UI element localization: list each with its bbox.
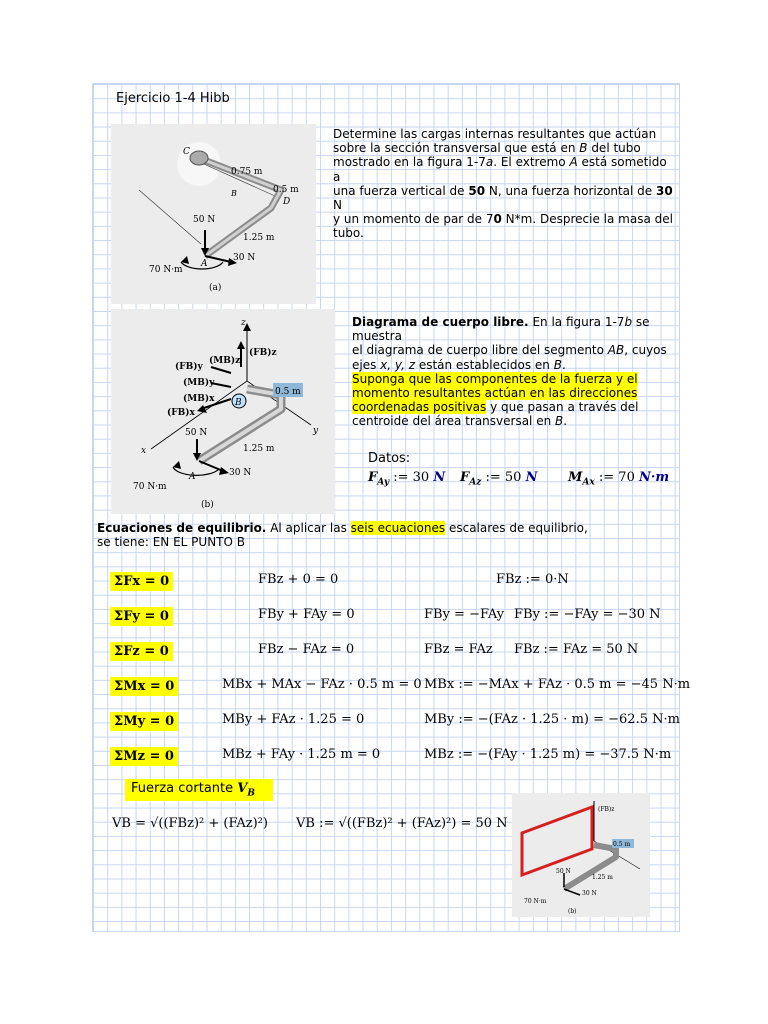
row-label-fz: ΣFz = 0 xyxy=(110,640,173,659)
problem-line: tubo. xyxy=(333,226,364,241)
intro-line: se tiene: EN EL PUNTO B xyxy=(97,535,245,550)
small-caption: (b) xyxy=(568,908,577,915)
row-mid-fz: FBz = FAz xyxy=(424,642,493,657)
label-mby: (MB)y xyxy=(183,378,215,388)
label-075: 0.75 m xyxy=(231,167,263,177)
label-05-b: 0.5 m xyxy=(275,387,301,397)
figure-b xyxy=(111,309,335,514)
small-label-fbz: (FB)z xyxy=(598,806,615,813)
datos-label: Datos: xyxy=(368,451,411,466)
problem-statement xyxy=(333,127,673,241)
fbd-text xyxy=(352,315,676,429)
free-body-diagram-b xyxy=(111,309,335,514)
row-label-mx: ΣMx = 0 xyxy=(110,675,178,694)
axis-z: z xyxy=(241,318,246,328)
fbd-line: coordenadas positivas y que pasan a través del xyxy=(352,400,639,415)
row-eq-mx: MBx + MAx − FAz · 0.5 m = 0 xyxy=(222,677,422,692)
label-c: C xyxy=(183,147,190,157)
row-eq-mz: MBz + FAy · 1.25 m = 0 xyxy=(222,747,381,762)
small-label-30n: 30 N xyxy=(582,890,597,897)
row-label-fy: ΣFy = 0 xyxy=(110,605,173,624)
row-label-my: ΣMy = 0 xyxy=(110,710,178,729)
fbd-line: Diagrama de cuerpo libre. En la figura 1-7b se muestra xyxy=(352,315,650,344)
label-a-a: A xyxy=(201,259,208,269)
small-label-50n: 50 N xyxy=(556,868,571,875)
pipe-diagram-a xyxy=(111,124,316,304)
label-d: D xyxy=(283,197,291,207)
shear-force-label: Fuerza cortante $V_B$ xyxy=(125,779,273,801)
axis-x: x xyxy=(141,446,147,456)
fbd-line: momento resultantes actúan en las direcciones xyxy=(352,386,638,401)
problem-line: y un momento de par de 70 N*m. Desprecie la masa del xyxy=(333,212,673,227)
shear-eq-1: VB = √((FBz)² + (FAz)²) xyxy=(112,816,268,831)
label-30n-a: 30 N xyxy=(233,253,256,263)
worksheet-title: Ejercicio 1-4 Hibb xyxy=(116,91,230,106)
label-50n-a: 50 N xyxy=(193,215,216,225)
label-mbz: (MB)z xyxy=(209,356,241,366)
figure-a xyxy=(111,124,316,304)
row-result-fy: FBy := −FAy = −30 N xyxy=(514,607,661,622)
problem-line: una fuerza vertical de 50 N, una fuerza horizontal de 30 N xyxy=(333,183,673,213)
problem-line: mostrado en la figura 1-7a. El extremo A está sometido a xyxy=(333,155,667,184)
fbd-line: ejes x, y, z están establecidos en B. xyxy=(352,357,566,372)
label-125-a: 1.25 m xyxy=(243,233,275,243)
fbd-line: el diagrama de cuerpo libre del segmento AB, cuyos xyxy=(352,343,667,358)
label-70nm-a: 70 N·m xyxy=(149,265,183,275)
row-result-fz: FBz := FAz = 50 N xyxy=(514,642,639,657)
label-fbx: (FB)x xyxy=(167,408,195,418)
figure-b-small xyxy=(512,793,650,917)
problem-line: Determine las cargas internas resultantes que actúan xyxy=(333,127,657,141)
row-eq-fy: FBy + FAy = 0 xyxy=(258,607,355,622)
row-result-fx: FBz := 0·N xyxy=(496,572,569,587)
row-eq-fx: FBz + 0 = 0 xyxy=(258,572,339,587)
label-70nm-b: 70 N·m xyxy=(133,482,167,492)
row-label-mz: ΣMz = 0 xyxy=(110,745,178,764)
dato-fay: $F_{Ay}$ := 30 N xyxy=(368,470,446,488)
fbd-line: Suponga que las componentes de la fuerza y el xyxy=(352,371,638,386)
section-diagram xyxy=(512,793,650,917)
label-b-b: B xyxy=(235,398,242,408)
row-eq-fz: FBz − FAz = 0 xyxy=(258,642,355,657)
equilibrium-intro xyxy=(97,521,667,549)
row-result-my: MBy := −(FAz · 1.25 · m) = −62.5 N·m xyxy=(424,712,680,727)
label-30n-b: 30 N xyxy=(229,468,252,478)
fbd-line: centroide del área transversal en B. xyxy=(352,414,568,429)
label-50n-b: 50 N xyxy=(185,428,208,438)
row-label-fx: ΣFx = 0 xyxy=(110,570,173,589)
small-label-70nm: 70 N·m xyxy=(524,898,547,905)
small-label-125: 1.25 m xyxy=(592,874,613,881)
row-result-mx: MBx := −MAx + FAz · 0.5 m = −45 N·m xyxy=(424,677,691,692)
label-fby: (FB)y xyxy=(175,362,203,372)
row-eq-my: MBy + FAz · 1.25 = 0 xyxy=(222,712,365,727)
label-fbz: (FB)z xyxy=(249,348,277,358)
label-a-b: A xyxy=(189,472,196,482)
label-05-a: 0.5 m xyxy=(273,185,299,195)
intro-line: Ecuaciones de equilibrio. Al aplicar las seis ecuaciones escalares de equilibrio, xyxy=(97,521,588,535)
row-result-mz: MBz := −(FAy · 1.25 m) = −37.5 N·m xyxy=(424,747,672,762)
problem-line: sobre la sección transversal que está en B del tubo xyxy=(333,141,641,156)
row-mid-fy: FBy = −FAy xyxy=(424,607,505,622)
label-125-b: 1.25 m xyxy=(243,444,275,454)
caption-a: (a) xyxy=(209,283,222,293)
axis-y: y xyxy=(313,426,319,436)
caption-b: (b) xyxy=(201,500,214,510)
shear-eq-2: VB := √((FBz)² + (FAz)²) = 50 N xyxy=(296,816,508,831)
label-b-a: B xyxy=(231,189,237,198)
small-label-05: 0.5 m xyxy=(613,841,631,848)
label-mbx: (MB)x xyxy=(183,394,215,404)
dato-max: $M_{Ax}$ := 70 N·m xyxy=(568,470,670,488)
dato-faz: $F_{Az}$ := 50 N xyxy=(460,470,538,488)
